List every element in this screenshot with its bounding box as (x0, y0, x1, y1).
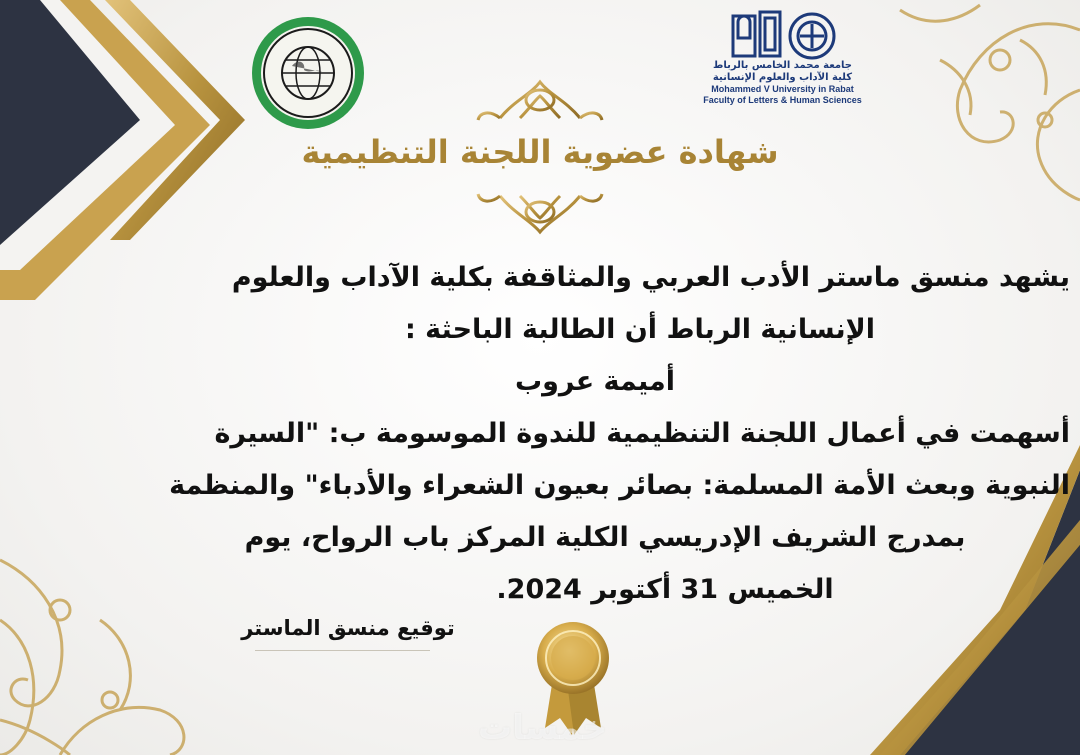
body-line-6: بمدرج الشريف الإدريسي الكلية المركز باب الرواح، يوم (244, 522, 966, 553)
title-ornament-bottom (470, 190, 610, 232)
body-line-4: أسهمت في أعمال اللجنة التنظيمية للندوة الموسومة ب: "السيرة (214, 418, 1070, 449)
signature-line (255, 650, 430, 651)
faculty-english-name: Faculty of Letters & Human Sciences (703, 95, 862, 105)
body-line-7: الخميس 31 أكتوبر 2024. (496, 574, 834, 605)
faculty-arabic-name: كلية الآداب والعلوم الإنسانية (712, 72, 853, 83)
watermark-text: خمسات (478, 708, 607, 748)
body-line-5: النبوية وبعث الأمة المسلمة: بصائر بعيون الشعراء والأدباء" والمنظمة (169, 470, 1070, 501)
university-arabic-name: جامعة محمد الخامس بالرباط (712, 60, 853, 71)
university-english-name: Mohammed V University in Rabat (711, 84, 854, 94)
signature-label: توقيع منسق الماستر (241, 616, 455, 640)
university-logo-text (690, 60, 875, 106)
university-emblem-icon (733, 12, 834, 58)
body-line-2: الإنسانية الرباط أن الطالبة الباحثة : (404, 314, 876, 345)
body-line-1: يشهد منسق ماستر الأدب العربي والمثاقفة بكلية الآداب والعلوم (231, 262, 1070, 293)
certificate-body (60, 252, 1070, 616)
title-ornament-top (470, 82, 610, 125)
student-name: أميمة عروب (514, 366, 676, 397)
certificate-title: شهادة عضوية اللجنة التنظيمية (301, 133, 779, 171)
floral-ornament-top-right (900, 5, 1080, 200)
globe-emblem-icon (252, 17, 364, 129)
